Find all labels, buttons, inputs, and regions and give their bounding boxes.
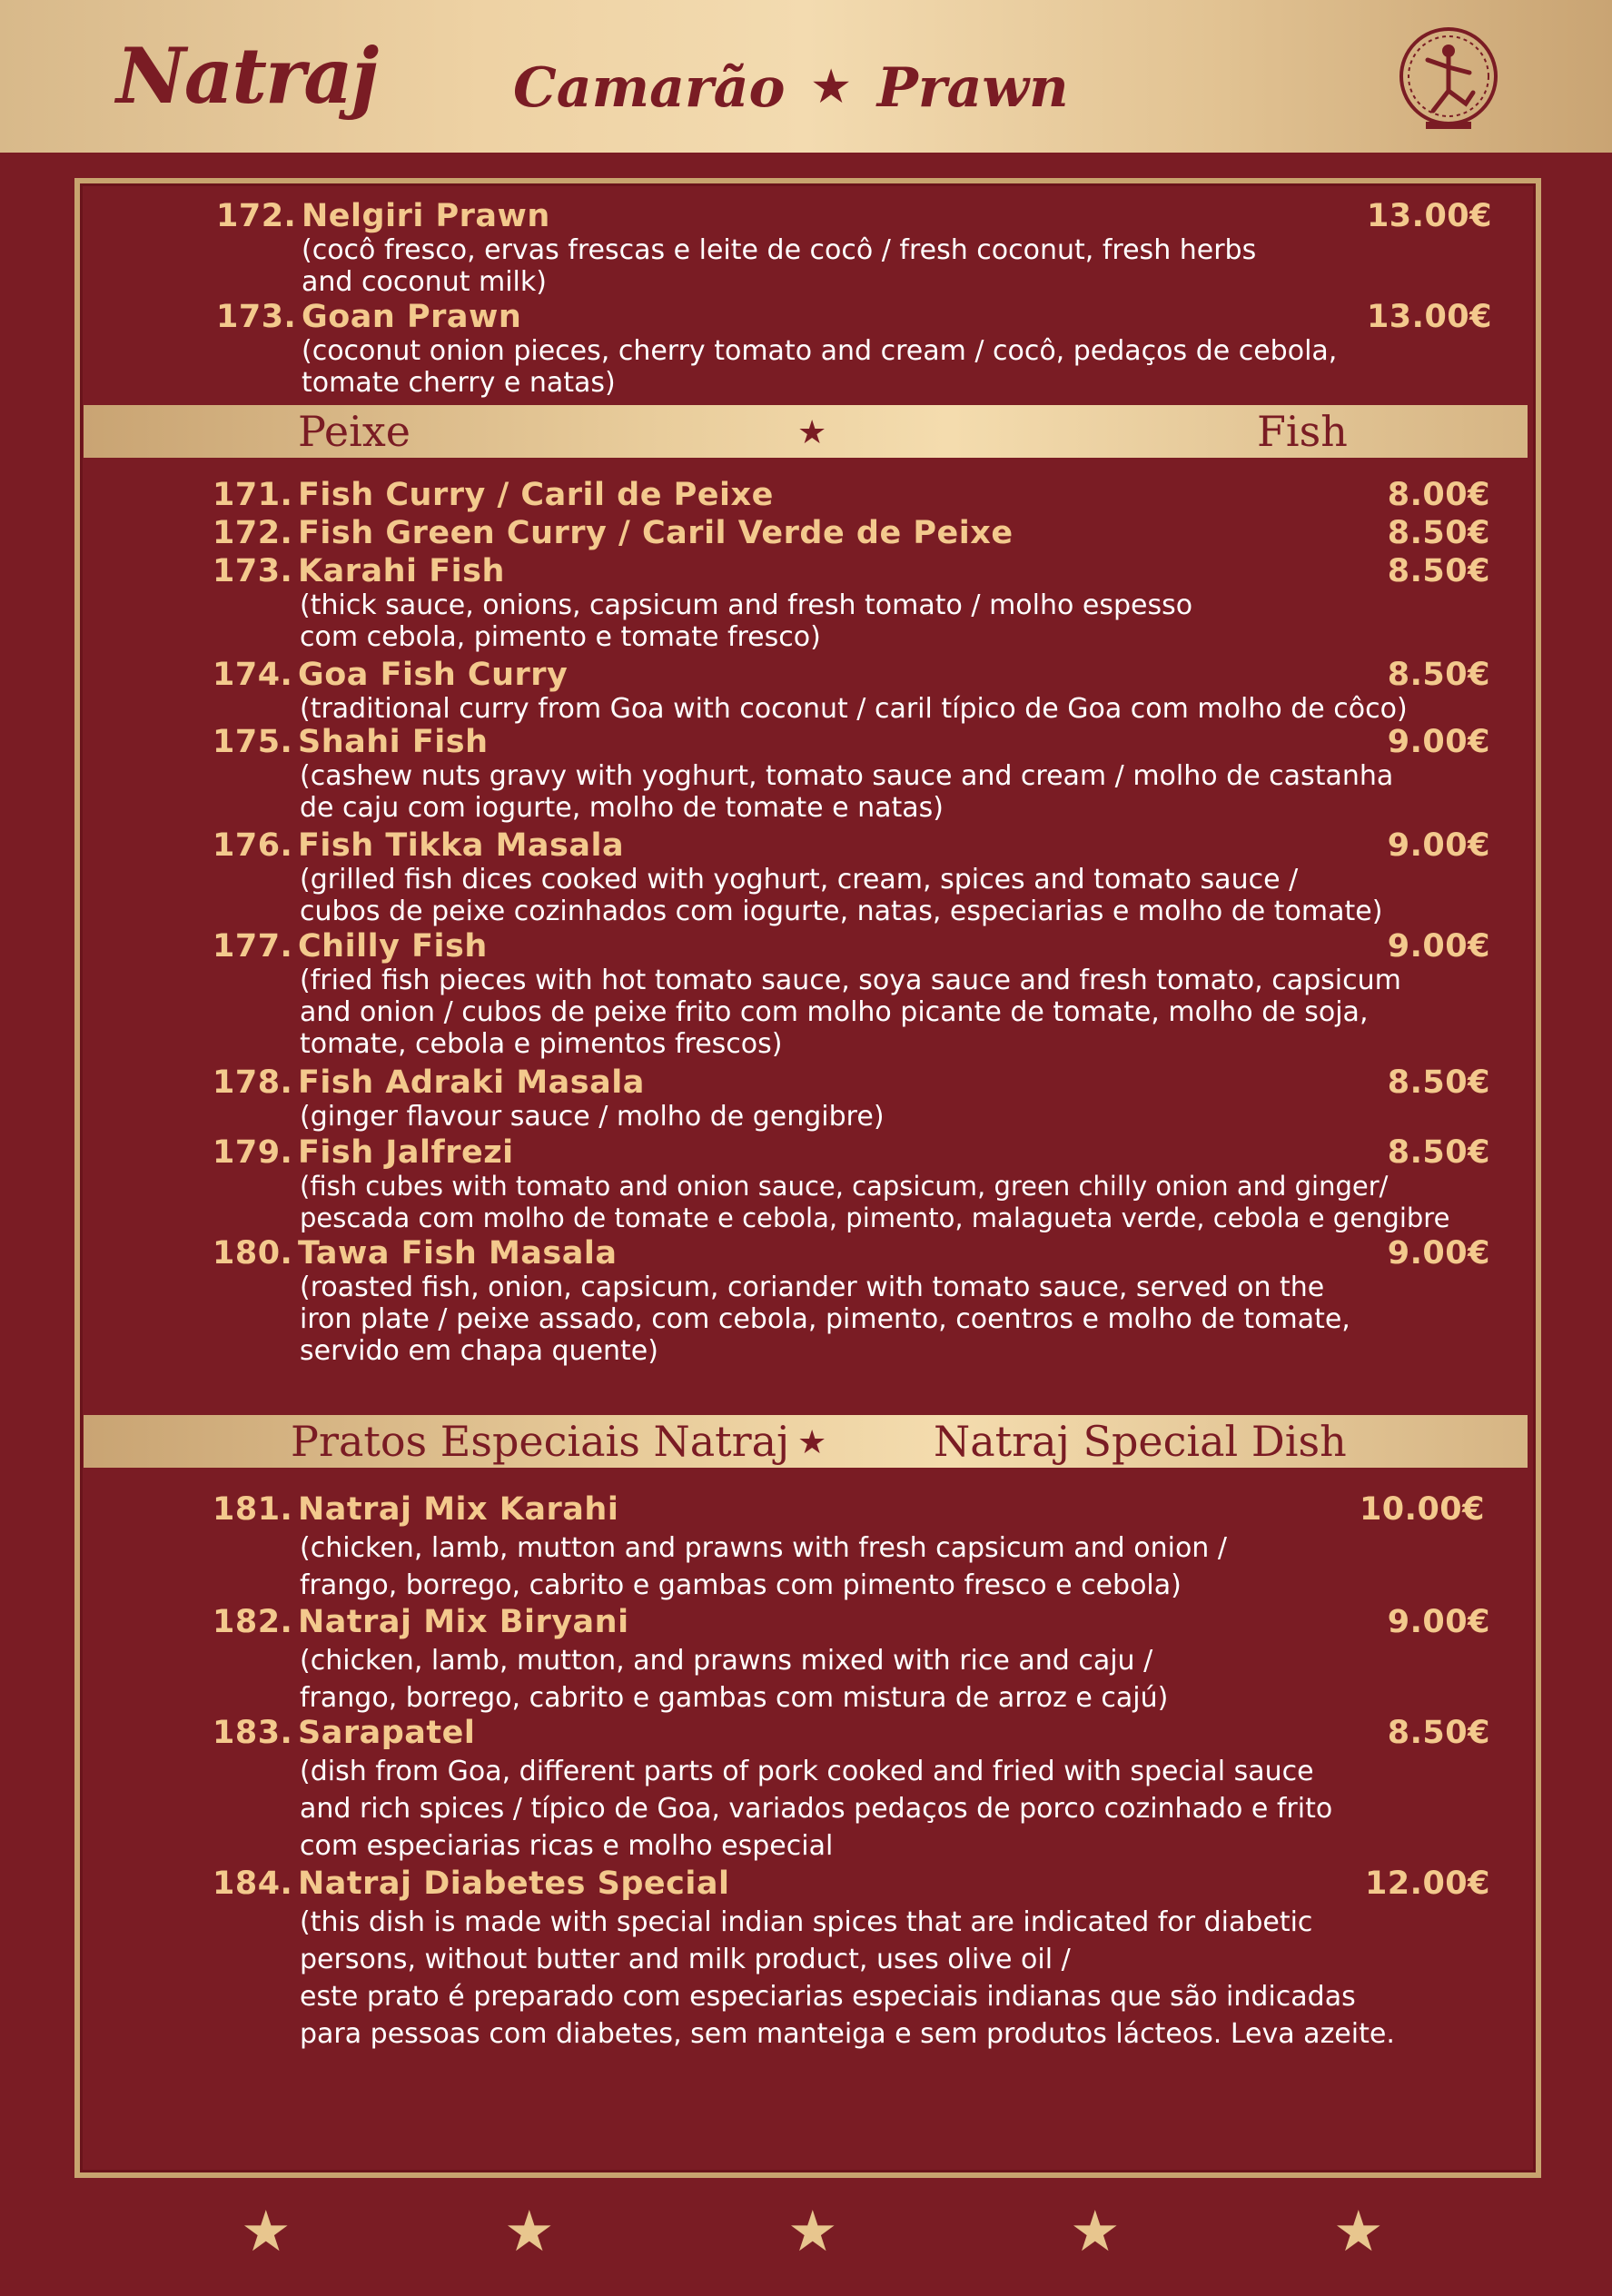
star-icon: ★ [797, 1424, 827, 1461]
item-name: Nelgiri Prawn [302, 198, 550, 234]
page-title [513, 56, 1069, 120]
item-name: Fish Adraki Masala [298, 1064, 645, 1101]
section-header-special [84, 1415, 1528, 1468]
item-name: Goan Prawn [302, 299, 522, 335]
item-name: Sarapatel [298, 1715, 476, 1751]
star-icon: ★ [1070, 2198, 1121, 2264]
item-number: 178. [213, 1064, 293, 1101]
item-number: 171. [213, 477, 293, 513]
item-description: (roasted fish, onion, capsicum, coriander with tomato sauce, served on the iron plate / peixe assado, com cebola, pimento, coentros e molho de tomate, servido em chapa quente) [300, 1272, 1350, 1367]
item-price: 9.00€ [1387, 724, 1490, 760]
item-price: 13.00€ [1366, 299, 1492, 335]
item-number: 177. [213, 928, 293, 965]
star-icon: ★ [797, 414, 827, 451]
item-number: 175. [213, 724, 293, 760]
item-number: 179. [213, 1134, 293, 1171]
item-description: (fried fish pieces with hot tomato sauce, soya sauce and fresh tomato, capsicum and onion / cubos de peixe frito com molho picante de tomate, molho de soja, tomate, cebola e pimentos frescos) [300, 965, 1401, 1060]
natraj-logo: Natraj [116, 31, 378, 121]
star-icon: ★ [1333, 2198, 1384, 2264]
item-description: (chicken, lamb, mutton, and prawns mixed with rice and caju / frango, borrego, cabrito e gambas com mistura de arroz e cajú) [300, 1645, 1169, 1714]
item-price: 9.00€ [1387, 827, 1490, 864]
item-price: 9.00€ [1387, 928, 1490, 965]
item-name: Natraj Diabetes Special [298, 1866, 730, 1902]
item-description: (fish cubes with tomato and onion sauce, capsicum, green chilly onion and ginger/ pescada com molho de tomate e cebola, pimento, malagueta verde, cebola e gengibre [300, 1171, 1450, 1233]
item-price: 13.00€ [1366, 198, 1492, 234]
item-description: (coconut onion pieces, cherry tomato and cream / cocô, pedaços de cebola, tomate cherry e natas) [302, 335, 1338, 399]
item-description: (this dish is made with special indian spices that are indicated for diabetic persons, without butter and milk product, uses olive oil / este prato é preparado com especiarias especiais indianas que são indicadas para pessoas com diabetes, sem manteiga e sem produtos lácteos. Leva azeite. [300, 1906, 1395, 2050]
item-price: 8.50€ [1387, 1715, 1490, 1751]
item-number: 173. [216, 299, 297, 335]
item-price: 8.50€ [1387, 657, 1490, 693]
item-number: 184. [213, 1866, 293, 1902]
item-name: Natraj Mix Karahi [298, 1491, 619, 1528]
item-name: Tawa Fish Masala [298, 1235, 618, 1272]
dancing-shiva-emblem-icon [1395, 20, 1502, 138]
item-description: (traditional curry from Goa with coconut / caril típico de Goa com molho de côco) [300, 693, 1408, 725]
menu-header [0, 0, 1612, 153]
title-portuguese: Camarão [513, 56, 786, 120]
item-description: (ginger flavour sauce / molho de gengibre) [300, 1101, 885, 1133]
star-icon: ★ [241, 2198, 292, 2264]
item-price: 8.00€ [1387, 477, 1490, 513]
item-name: Karahi Fish [298, 553, 505, 589]
item-description: (chicken, lamb, mutton and prawns with fresh capsicum and onion / frango, borrego, cabrito e gambas com pimento fresco e cebola) [300, 1532, 1227, 1601]
item-number: 180. [213, 1235, 293, 1272]
item-price: 9.00€ [1387, 1235, 1490, 1272]
item-name: Shahi Fish [298, 724, 489, 760]
item-name: Fish Curry / Caril de Peixe [298, 477, 774, 513]
item-price: 9.00€ [1387, 1604, 1490, 1640]
item-name: Natraj Mix Biryani [298, 1604, 629, 1640]
item-description: (cocô fresco, ervas frescas e leite de cocô / fresh coconut, fresh herbs and coconut milk) [302, 234, 1257, 298]
section-title-portuguese: Pratos Especiais Natraj [291, 1417, 790, 1466]
footer-stars [0, 2198, 1612, 2264]
item-price: 8.50€ [1387, 1064, 1490, 1101]
item-number: 176. [213, 827, 293, 864]
item-name: Fish Green Curry / Caril Verde de Peixe [298, 515, 1014, 551]
item-price: 8.50€ [1387, 515, 1490, 551]
star-icon: ★ [812, 62, 850, 111]
star-icon: ★ [504, 2198, 555, 2264]
item-number: 183. [213, 1715, 293, 1751]
item-number: 172. [216, 198, 297, 234]
item-name: Chilly Fish [298, 928, 488, 965]
item-price: 8.50€ [1387, 553, 1490, 589]
section-title-english: Fish [1257, 407, 1348, 456]
item-name: Fish Jalfrezi [298, 1134, 514, 1171]
item-price: 8.50€ [1387, 1134, 1490, 1171]
item-number: 172. [213, 515, 293, 551]
item-number: 181. [213, 1491, 293, 1528]
star-icon: ★ [787, 2198, 838, 2264]
item-number: 182. [213, 1604, 293, 1640]
section-title-portuguese: Peixe [298, 407, 410, 456]
item-description: (grilled fish dices cooked with yoghurt, cream, spices and tomato sauce / cubos de peixe cozinhados com iogurte, natas, especiarias e molho de tomate) [300, 864, 1383, 927]
item-price: 12.00€ [1364, 1866, 1490, 1902]
item-description: (cashew nuts gravy with yoghurt, tomato sauce and cream / molho de castanha de caju com iogurte, molho de tomate e natas) [300, 760, 1394, 824]
item-price: 10.00€ [1359, 1491, 1485, 1528]
title-english: Prawn [876, 56, 1069, 120]
item-description: (dish from Goa, different parts of pork cooked and fried with special sauce and rich spices / típico de Goa, variados pedaços de porco cozinhado e frito com especiarias ricas e molho especial [300, 1756, 1333, 1862]
item-number: 174. [213, 657, 293, 693]
item-name: Fish Tikka Masala [298, 827, 625, 864]
item-number: 173. [213, 553, 293, 589]
item-name: Goa Fish Curry [298, 657, 569, 693]
section-title-english: Natraj Special Dish [934, 1417, 1347, 1466]
section-header-fish [84, 405, 1528, 458]
item-description: (thick sauce, onions, capsicum and fresh tomato / molho espesso com cebola, pimento e tomate fresco) [300, 589, 1193, 653]
